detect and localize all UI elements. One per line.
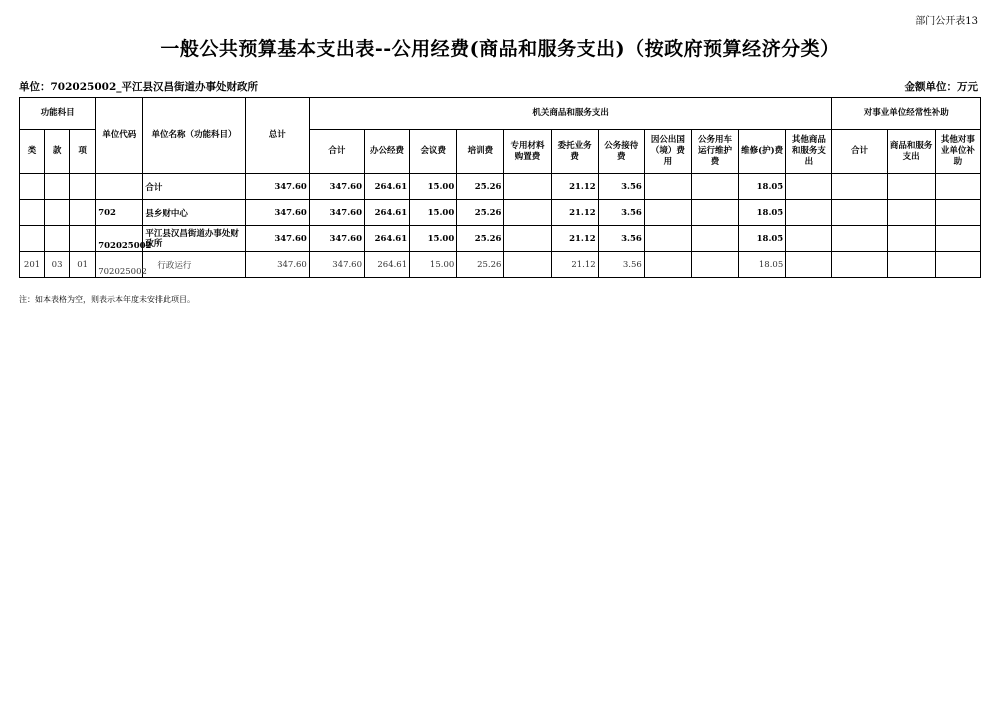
header-other-goods: 其他商品和服务支出 [786,130,832,174]
cell-entrust: 21.12 [551,200,598,226]
cell-abroad [644,174,691,200]
header-subsidy: 对事业单位经常性补助 [832,98,981,130]
cell-training: 25.26 [457,252,504,278]
cell-reception: 3.56 [598,226,644,252]
header-office: 办公经费 [365,130,410,174]
header-subsidy-other: 其他对事业单位补助 [935,130,980,174]
header-unit-code: 单位代码 [96,98,143,174]
table-row [20,200,981,226]
cell-repair: 18.05 [739,226,786,252]
cell-name: 行政运行 [143,252,245,278]
header-unit-name: 单位名称（功能科目） [143,98,245,174]
table-number-label: 部门公开表13 [915,16,978,27]
cell-materials [504,200,551,226]
cell-other [786,200,832,226]
cell-vehicle [691,174,738,200]
cell-entrust: 21.12 [551,252,598,278]
cell-heji: 347.60 [309,174,364,200]
header-total: 总计 [245,98,309,174]
cell-training: 25.26 [457,200,504,226]
cell-xiang [70,174,96,200]
cell-abroad [644,252,691,278]
cell-xiang [70,200,96,226]
cell-total: 347.60 [245,174,309,200]
cell-reception: 3.56 [598,174,644,200]
cell-subsidy-goods [887,200,935,226]
cell-subsidy-heji [832,226,887,252]
header-entrust: 委托业务费 [551,130,598,174]
cell-repair: 18.05 [739,174,786,200]
cell-total: 347.60 [245,226,309,252]
cell-other [786,252,832,278]
header-heji: 合计 [309,130,364,174]
header-xiang: 项 [70,130,96,174]
header-lei: 类 [20,130,45,174]
cell-name: 合计 [143,174,245,200]
cell-subsidy-goods [887,226,935,252]
header-subsidy-goods: 商品和服务支出 [887,130,935,174]
cell-training: 25.26 [457,226,504,252]
cell-other [786,226,832,252]
cell-code: 702025002 [96,226,143,252]
cell-abroad [644,200,691,226]
cell-vehicle [691,226,738,252]
footnote: 注：如本表格为空，则表示本年度未安排此项目。 [19,295,195,304]
header-kuan: 款 [45,130,70,174]
cell-meeting: 15.00 [410,252,457,278]
cell-heji: 347.60 [309,200,364,226]
cell-kuan [45,226,70,252]
cell-subsidy-other [935,252,980,278]
cell-office: 264.61 [365,174,410,200]
cell-training: 25.26 [457,174,504,200]
cell-xiang: 01 [70,252,96,278]
cell-total: 347.60 [245,200,309,226]
cell-reception: 3.56 [598,200,644,226]
cell-subsidy-heji [832,200,887,226]
cell-meeting: 15.00 [410,200,457,226]
header-repair: 维修(护)费 [739,130,786,174]
cell-entrust: 21.12 [551,226,598,252]
cell-code [96,174,143,200]
unit-label: 单位：702025002_平江县汉昌街道办事处财政所 [19,81,259,93]
cell-kuan [45,200,70,226]
cell-materials [504,174,551,200]
header-subsidy-heji: 合计 [832,130,887,174]
cell-subsidy-heji [832,252,887,278]
table-row [20,174,981,200]
cell-heji: 347.60 [309,252,364,278]
cell-subsidy-heji [832,174,887,200]
cell-entrust: 21.12 [551,174,598,200]
cell-vehicle [691,252,738,278]
cell-materials [504,226,551,252]
cell-subsidy-other [935,226,980,252]
cell-office: 264.61 [365,226,410,252]
header-reception: 公务接待费 [598,130,644,174]
cell-vehicle [691,200,738,226]
cell-meeting: 15.00 [410,174,457,200]
cell-lei [20,174,45,200]
table-row [20,252,981,278]
expenditure-table [19,97,981,278]
header-abroad: 因公出国（境）费用 [644,130,691,174]
header-meeting: 会议费 [410,130,457,174]
cell-office: 264.61 [365,252,410,278]
cell-kuan [45,174,70,200]
cell-materials [504,252,551,278]
page-title: 一般公共预算基本支出表--公用经费(商品和服务支出)（按政府预算经济分类） [160,38,840,60]
cell-lei [20,226,45,252]
cell-name: 县乡财中心 [143,200,245,226]
cell-repair: 18.05 [739,252,786,278]
cell-subsidy-goods [887,174,935,200]
cell-name: 平江县汉昌街道办事处财政所 [143,226,245,252]
header-materials: 专用材料购置费 [504,130,551,174]
cell-repair: 18.05 [739,200,786,226]
cell-abroad [644,226,691,252]
header-org-goods-services: 机关商品和服务支出 [309,98,832,130]
cell-reception: 3.56 [598,252,644,278]
cell-meeting: 15.00 [410,226,457,252]
cell-subsidy-goods [887,252,935,278]
cell-office: 264.61 [365,200,410,226]
header-func-subject: 功能科目 [20,98,96,130]
table-row [20,226,981,252]
cell-code: 702025002 [96,252,143,278]
header-training: 培训费 [457,130,504,174]
cell-code: 702 [96,200,143,226]
cell-lei: 201 [20,252,45,278]
amount-unit-label: 金额单位：万元 [904,81,978,93]
cell-heji: 347.60 [309,226,364,252]
cell-lei [20,200,45,226]
cell-subsidy-other [935,174,980,200]
header-vehicle: 公务用车运行维护费 [691,130,738,174]
cell-subsidy-other [935,200,980,226]
cell-kuan: 03 [45,252,70,278]
cell-total: 347.60 [245,252,309,278]
cell-xiang [70,226,96,252]
cell-other [786,174,832,200]
